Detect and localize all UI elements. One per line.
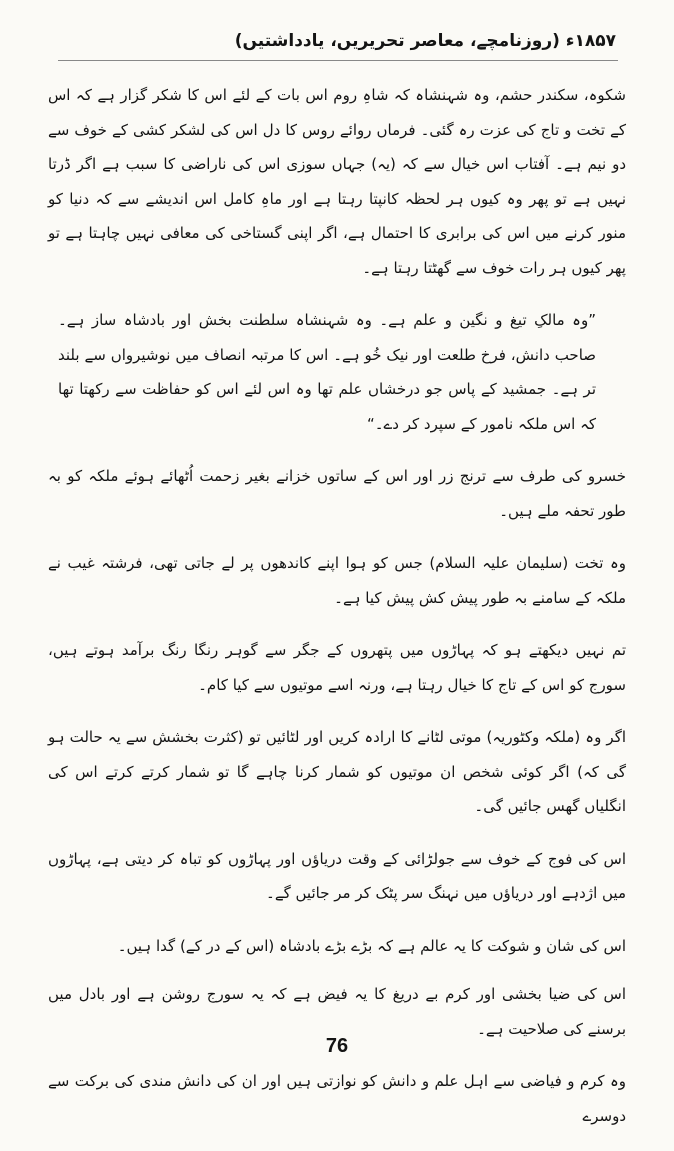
paragraph: اگر وہ (ملکہ وکٹوریہ) موتی لٹانے کا ارادہ کریں اور لٹائیں تو (کثرت بخشش سے یہ حالت ہو گی کہ) اگر کوئی شخص ان موتیوں کو شمار کرنا چاہے گا تو شمار کرتے کرتے اس کی انگلیاں گھس جائیں گی۔ — [48, 728, 626, 815]
running-header: ۱۸۵۷ء (روزنامچے، معاصر تحریریں، یادداشتیں) — [234, 31, 616, 51]
paragraph: اس کی فوج کے خوف سے جولڑائی کے وقت دریاؤں اور پہاڑوں کو تباہ کر دیتی ہے، پہاڑوں میں اژدہے اور دریاؤں میں نہنگ سر پٹک کر مر جائیں گے۔ — [48, 849, 626, 902]
quoted-paragraph: ”وہ مالکِ تیغ و نگین و علم ہے۔ وہ شہنشاہ سلطنت بخش اور بادشاہ ساز ہے۔ صاحب دانش، فرخ طلعت اور نیک خُو ہے۔ اس کا مرتبہ انصاف میں نوشیرواں سے بلند تر ہے۔ جمشید کے پاس جو درخشاں علم تھا وہ اس لئے اس کو حفاظت سے رکھتا تھا کہ اس ملکہ نامور کے سپرد کر دے۔“ — [58, 311, 596, 433]
paragraph: شکوہ، سکندر حشم، وہ شہنشاہ کہ شاہِ روم اس بات کے لئے اس کا شکر گزار ہے کہ اس کے تخت و تاج کی عزت رہ گئی۔ فرماں روائے روس کا دل اس کی لشکر کشی کے خوف سے دو نیم ہے۔ آفتاب اس خیال سے کہ (یہ) جہاں سوزی اس کی ناراضی کا سبب ہے اگر ڈرتا نہیں ہے تو پھر وہ کیوں ہر لحظہ کانپتا رہتا ہے اور ماہِ کامل اس اندیشے سے کہ دنیا کو منور کرنے میں اس کی برابری کا احتمال ہے، اگر اپنی گستاخی کی معافی نہیں چاہتا ہے تو پھر کیوں ہر رات خوف سے گھٹتا رہتا ہے۔ — [48, 86, 626, 277]
paragraph: اس کی ضیا بخشی اور کرم بے دریغ کا یہ فیض ہے کہ یہ سورج روشن ہے اور بادل میں برسنے کی صلاحیت ہے۔ — [48, 985, 626, 1038]
paragraph: تم نہیں دیکھتے ہو کہ پہاڑوں میں پتھروں کے جگر سے گوہر رنگا رنگ برآمد ہوتے ہیں، سورج کو اس کے تاج کا خیال رہتا ہے، ورنہ اسے موتیوں سے کیا کام۔ — [48, 641, 626, 694]
paragraph: اس کی شان و شوکت کا یہ عالم ہے کہ بڑے بڑے بادشاہ (اس کے در کے) گدا ہیں۔ — [117, 936, 626, 955]
page-number: 76 — [325, 1035, 349, 1057]
paragraph: وہ کرم و فیاضی سے اہل علم و دانش کو نوازتی ہیں اور ان کی دانش مندی کی برکت سے دوسرے — [48, 1072, 626, 1125]
header-rule — [58, 60, 618, 61]
paragraph: وہ تخت (سلیمان علیہ السلام) جس کو ہوا اپنے کاندھوں پر لے جاتی تھی، فرشتہ غیب نے ملکہ کے سامنے بہ طور پیش کش پیش کیا ہے۔ — [48, 554, 626, 607]
paragraph: خسرو کی طرف سے ترنج زر اور اس کے ساتوں خزانے بغیر زحمت اُٹھائے ہوئے ملکہ کو بہ طور تحفہ ملے ہیں۔ — [48, 467, 626, 520]
page-body — [48, 78, 626, 1151]
